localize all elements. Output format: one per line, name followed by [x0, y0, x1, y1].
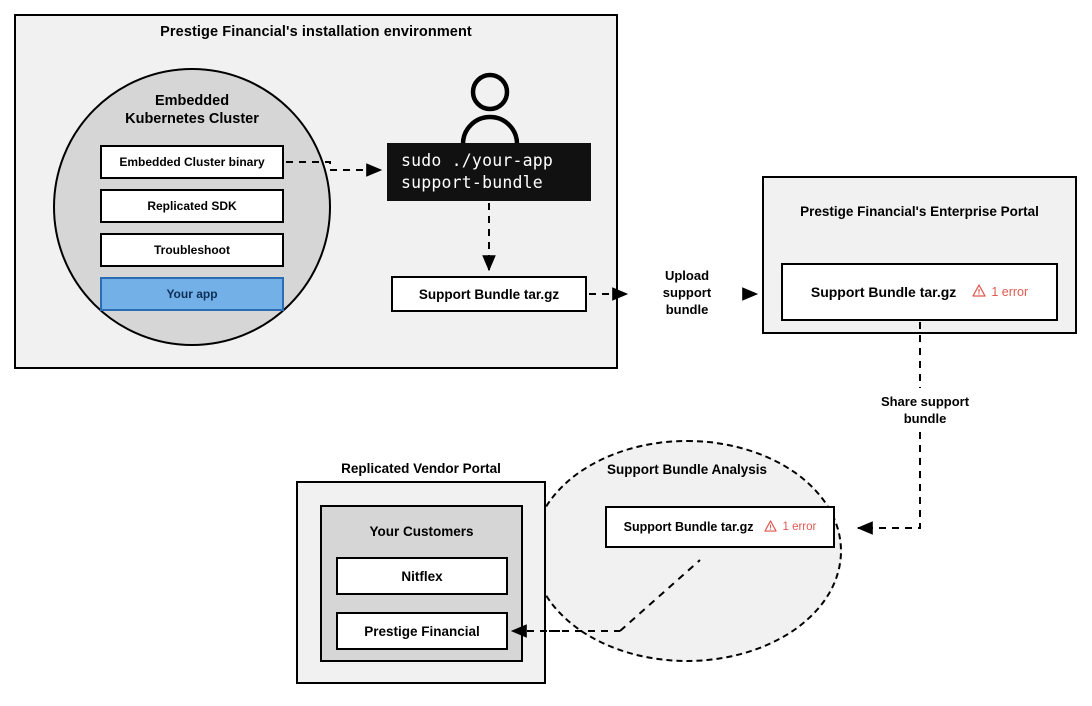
support-bundle-label: Support Bundle tar.gz: [623, 520, 754, 534]
error-count-label: 1 error: [782, 521, 817, 533]
terminal-line-1: sudo ./your-app: [401, 151, 554, 170]
cluster-component-label: Troubleshoot: [154, 243, 230, 257]
edge-label-line: support: [662, 285, 712, 300]
cluster-component-label: Replicated SDK: [147, 199, 237, 213]
support-bundle-analysis-title: Support Bundle Analysis: [606, 462, 768, 477]
connector-share-to-analysis: [858, 432, 920, 528]
cluster-component-label: Your app: [166, 287, 218, 301]
vendor-portal-title: Replicated Vendor Portal: [341, 461, 501, 476]
terminal-line-2: support-bundle: [401, 173, 543, 192]
support-bundle-label: Support Bundle tar.gz: [810, 284, 957, 300]
enterprise-portal-title: Prestige Financial's Enterprise Portal: [800, 204, 1039, 219]
customer-label: Prestige Financial: [364, 623, 480, 639]
your-customers-title: Your Customers: [369, 524, 474, 539]
cluster-component-label: Embedded Cluster binary: [119, 155, 265, 169]
customer-label: Nitflex: [401, 568, 443, 584]
cluster-title-line-1: Embedded: [154, 93, 230, 109]
cluster-title-line-2: Kubernetes Cluster: [125, 111, 259, 127]
edge-label-line: bundle: [903, 411, 947, 426]
edge-label-line: Share support: [880, 394, 970, 409]
connector-binary-to-terminal: [286, 162, 381, 170]
support-bundle-label: Support Bundle tar.gz: [418, 286, 560, 302]
installation-environment-title: Prestige Financial's installation environment: [160, 24, 472, 40]
error-count-label: 1 error: [991, 285, 1029, 299]
edge-label-line: Upload: [664, 268, 710, 283]
edge-label-line: bundle: [665, 302, 709, 317]
connector-analysis-to-customer-diagonal: [620, 560, 700, 631]
